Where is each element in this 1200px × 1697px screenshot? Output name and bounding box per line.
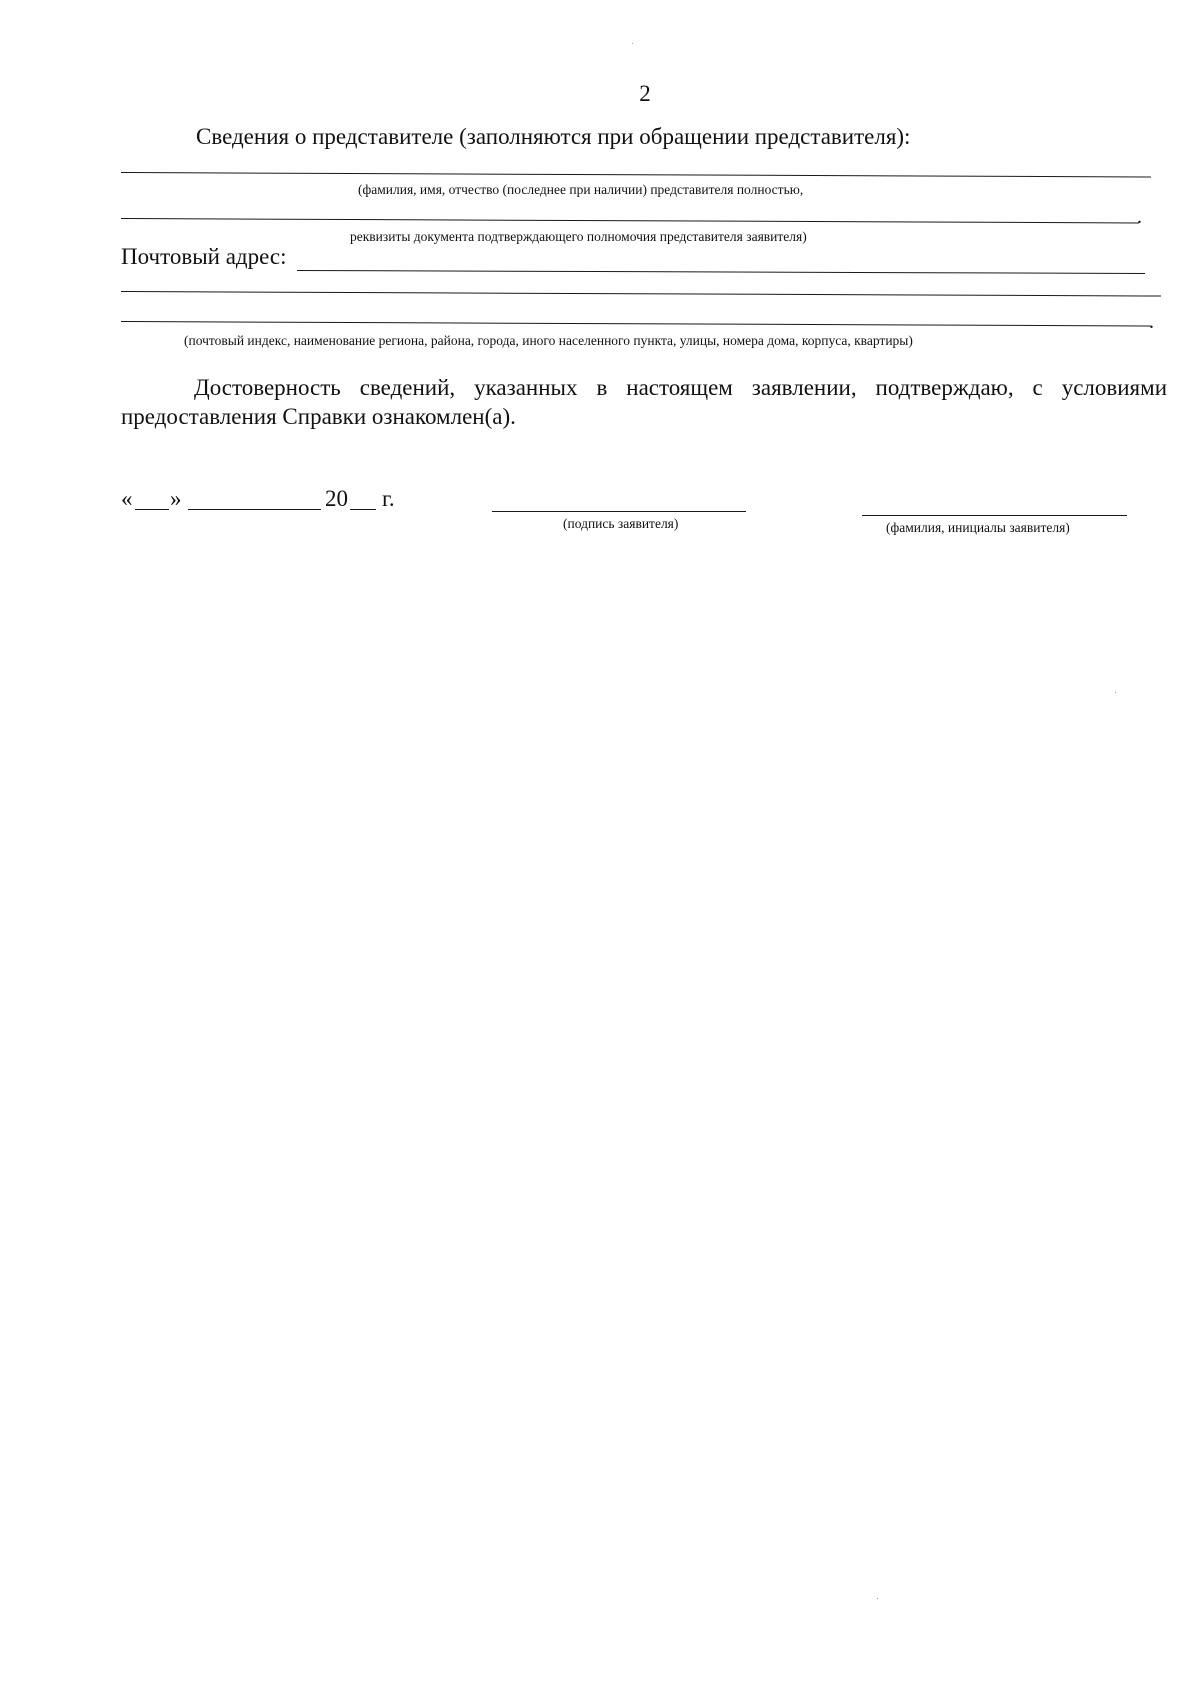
caption-representative-document: реквизиты документа подтверждающего полномочия представителя заявителя) (350, 229, 807, 244)
scan-speck (1115, 692, 1116, 693)
postal-address-line-2 (121, 291, 1161, 297)
caption-applicant-signature: (подпись заявителя) (563, 516, 679, 531)
line-end-dot: . (1149, 311, 1154, 333)
caption-applicant-name: (фамилия, инициалы заявителя) (886, 520, 1070, 535)
date-year-line (350, 509, 376, 510)
date-day-line (135, 509, 169, 510)
date-year-suffix: г. (382, 486, 395, 511)
line-end-dot: . (1137, 206, 1142, 228)
postal-address-line (297, 270, 1145, 274)
page-number: 2 (639, 81, 651, 106)
scan-speck (877, 1598, 878, 1599)
confirmation-statement: Достоверность сведений, указанных в настоящем заявлении, подтверждаю, с условиями предоставления Справки ознакомлен(а). (121, 375, 1167, 429)
caption-postal-address: (почтовый индекс, наименование региона, района, города, иного населенного пункта, улицы, номера дома, корпуса, квартиры) (184, 333, 913, 348)
applicant-name-line (862, 515, 1127, 516)
postal-address-line-3 (121, 321, 1151, 326)
scan-speck (632, 43, 633, 44)
applicant-signature-line (492, 511, 746, 512)
date-month-line (188, 509, 321, 510)
date-open-quote: « (121, 486, 133, 511)
date-close-quote: » (170, 486, 182, 511)
postal-address-label: Почтовый адрес: (121, 244, 287, 269)
representative-document-line (121, 218, 1139, 223)
caption-representative-name: (фамилия, имя, отчество (последнее при наличии) представителя полностью, (358, 182, 804, 197)
representative-name-line (121, 172, 1151, 177)
representative-heading: Сведения о представителе (заполняются при обращении представителя): (196, 124, 911, 149)
date-year-prefix: 20 (325, 486, 348, 511)
